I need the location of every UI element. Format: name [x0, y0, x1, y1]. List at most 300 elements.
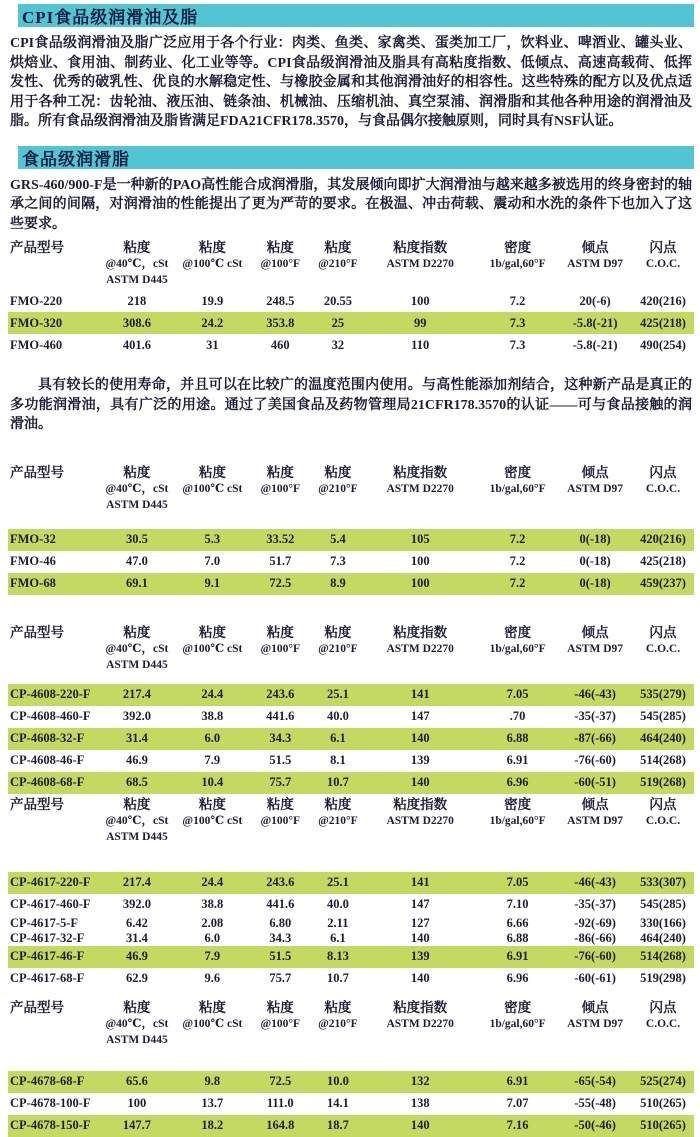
column-header-line: 倾点 [581, 796, 609, 812]
column-header-line: 密度 [504, 624, 532, 640]
column-header-line: 1b/gal,60°F [489, 1017, 546, 1030]
column-header-line: 产品型号 [10, 999, 64, 1015]
column-header-line [175, 272, 250, 288]
table-cell: 0(-18) [579, 532, 611, 546]
column-header-line [310, 272, 365, 288]
table-cell: 140 [410, 1118, 430, 1132]
table-cell: 441.6 [266, 897, 295, 911]
table-cell: 519(268) [640, 775, 686, 789]
table-cell: 545(285) [640, 709, 686, 723]
column-header-line: @100℃ cSt [182, 814, 243, 827]
section-title-bar-grease [18, 146, 694, 169]
column-header [310, 239, 365, 288]
column-header-line: @100℃ cSt [182, 482, 243, 495]
column-header-line: 闪点 [649, 240, 677, 255]
table-cell: 47.0 [125, 554, 148, 568]
column-header-line [310, 829, 365, 845]
column-header-line: 密度 [504, 999, 532, 1015]
table-cell: 243.6 [266, 687, 295, 701]
table-cell: 441.6 [266, 709, 295, 723]
column-header-line: 粘度 [123, 796, 151, 812]
column-header-line: C.O.C. [645, 482, 681, 495]
column-header-line [560, 657, 630, 673]
column-header-line: 倾点 [581, 624, 609, 640]
table-cell: 248.5 [266, 293, 295, 308]
column-header-line: ASTM D445 [106, 498, 168, 511]
table-cell: 7.10 [506, 897, 529, 911]
column-header-line: 闪点 [649, 464, 677, 480]
column-header-line: 粘度 [198, 796, 226, 812]
table-cell: 9.1 [204, 576, 221, 590]
column-header-line [310, 1032, 365, 1048]
table-cell: 31.4 [125, 731, 148, 745]
table-body [8, 684, 694, 794]
table-cell: 34.3 [269, 731, 292, 745]
column-header-line: 粘度指数 [393, 624, 448, 640]
table-cell: 99 [413, 315, 427, 330]
table-cell: 20(-6) [579, 293, 611, 308]
table-cell: 68.5 [125, 775, 148, 789]
table-cell: 75.7 [269, 775, 292, 789]
column-header-line [10, 481, 99, 497]
column-header [560, 796, 630, 845]
column-header-line: C.O.C. [645, 1017, 681, 1030]
table-cell: 2.11 [327, 915, 349, 930]
column-header-line: 粘度 [198, 240, 226, 255]
column-header-line: @210°F [318, 642, 358, 655]
table-cell: 459(237) [640, 576, 686, 590]
table-cell: 7.3 [509, 337, 526, 352]
table-cell: 139 [410, 753, 430, 767]
column-header-line [365, 1032, 475, 1048]
column-header-line: ASTM D97 [567, 642, 624, 655]
table-cell: 75.7 [269, 971, 292, 985]
table-cell: 138 [410, 1096, 430, 1110]
column-header [175, 464, 250, 513]
column-header-line: @100℃ cSt [182, 642, 243, 655]
column-header [475, 999, 560, 1048]
table-cell: -65(-54) [574, 1074, 616, 1088]
table-cell: 46.9 [125, 753, 148, 767]
table-cell: 425(218) [640, 315, 686, 330]
column-header-line [175, 1032, 250, 1048]
product-model: CP-4617-32-F [10, 930, 85, 945]
table-cell: 330(166) [640, 915, 686, 930]
column-header-line: 粘度 [266, 624, 294, 640]
table-cell: 217.4 [122, 687, 151, 701]
table-cell: 6.96 [506, 775, 529, 789]
table-cell: 6.80 [269, 915, 292, 930]
column-header-line: 密度 [504, 796, 532, 812]
table-cell: 0(-18) [579, 576, 611, 590]
product-model: CP-4617-220-F [10, 875, 91, 889]
table-row [8, 750, 694, 772]
table-cell: 140 [410, 775, 430, 789]
column-header-line: 倾点 [581, 240, 609, 255]
table-cell: 46.9 [125, 949, 148, 963]
table-header-row [8, 796, 694, 845]
table-body [8, 290, 694, 356]
table-cell: 6.88 [506, 731, 529, 745]
table-cell: 10.7 [326, 775, 349, 789]
table-cell: 147 [410, 709, 430, 723]
column-header-line: 产品型号 [10, 464, 64, 480]
column-header-line [475, 657, 560, 673]
table-cp-4617-series [8, 796, 694, 990]
table-cell: 0(-18) [579, 554, 611, 568]
column-header [310, 999, 365, 1048]
column-header-line [10, 497, 99, 513]
column-header [175, 999, 250, 1048]
table-cell: 514(268) [640, 753, 686, 767]
column-header-line: @210°F [318, 482, 358, 495]
mid-note-paragraph: 具有较长的使用寿命，并且可以在比较广的温度范围内使用。与高性能添加剂结合，这种新产品是真正的多功能润滑油，具有广泛的用途。通过了美国食品及药物管理局21CFR178.3570的认证——可与食品接触的润滑油。 [10, 378, 692, 432]
table-cell: 65.6 [125, 1074, 148, 1088]
column-header-line: 1b/gal,60°F [489, 258, 546, 270]
column-header-line: ASTM D445 [106, 274, 168, 286]
table-cell: 140 [410, 930, 430, 945]
column-header-line: 粘度 [266, 464, 294, 480]
table-cell: 100 [410, 554, 430, 568]
table-row [8, 728, 694, 750]
table-cell: 6.88 [506, 930, 529, 945]
column-header [365, 239, 475, 288]
product-model: CP-4678-100-F [10, 1096, 91, 1110]
table-cell: 6.91 [506, 753, 529, 767]
column-header-line [365, 657, 475, 673]
column-header-line: 产品型号 [10, 624, 64, 640]
product-model: FMO-320 [10, 315, 63, 330]
column-header-line: @100°F [260, 1017, 301, 1030]
table-cell: 25.1 [326, 875, 349, 889]
table-cell: .70 [509, 709, 526, 723]
product-model: CP-4608-460-F [10, 709, 91, 723]
table-row [8, 1071, 694, 1093]
column-header-line: @210°F [318, 1017, 358, 1030]
table-cell: 5.3 [204, 532, 221, 546]
table-cell: -50(-46) [574, 1118, 616, 1132]
column-header-line: @100°F [260, 814, 301, 827]
column-header [99, 464, 174, 513]
column-header [630, 624, 696, 673]
table-cell: 31 [206, 337, 219, 352]
table-cell: 10.7 [326, 971, 349, 985]
product-model: CP-4608-68-F [10, 775, 85, 789]
column-header-line: @210°F [318, 258, 358, 270]
column-header-line: 1b/gal,60°F [489, 642, 546, 655]
column-header-line: 倾点 [581, 464, 609, 480]
column-header-line: ASTM D97 [567, 258, 624, 270]
table-row [8, 772, 694, 794]
column-header-line [10, 813, 99, 829]
table-cell: 51.7 [269, 554, 292, 568]
table-cell: 13.7 [201, 1096, 224, 1110]
column-header-line [10, 272, 99, 288]
table-cell: 464(240) [640, 731, 686, 745]
table-cell: 8.9 [330, 576, 346, 590]
table-cell: 420(216) [640, 532, 686, 546]
table-cell: 24.4 [201, 687, 224, 701]
table-cell: 7.16 [506, 1118, 529, 1132]
table-cell: 8.13 [326, 949, 349, 963]
column-header-line: 1b/gal,60°F [489, 814, 546, 827]
table-cell: 147 [410, 897, 430, 911]
column-header-line: 1b/gal,60°F [489, 482, 546, 495]
column-header-line: 产品型号 [10, 796, 64, 812]
table-cell: 10.0 [326, 1074, 349, 1088]
column-header-line: 粘度 [324, 999, 352, 1015]
table-cell: 38.8 [201, 897, 224, 911]
table-row [8, 1115, 694, 1137]
table-cell: 401.6 [122, 337, 151, 352]
product-model: CP-4678-68-F [10, 1074, 85, 1088]
table-cell: 6.0 [204, 930, 221, 945]
column-header-line [310, 657, 365, 673]
column-header-line: ASTM D2270 [386, 642, 454, 655]
table-cell: 140 [410, 731, 430, 745]
table-row [8, 968, 694, 990]
table-cell: 7.9 [204, 949, 221, 963]
table-cell: 111.0 [266, 1096, 294, 1110]
column-header-line [475, 497, 560, 513]
table-cell: -60(-51) [574, 775, 616, 789]
table-cell: 218 [127, 293, 147, 308]
table-cell: -87(-66) [574, 731, 616, 745]
table-cell: -35(-37) [574, 897, 616, 911]
table-cell: 69.1 [125, 576, 148, 590]
grease-intro-paragraph: GRS-460/900-F是一种新的PAO高性能合成润滑脂，其发展倾向即扩大润滑油与越来越多被选用的终身密封的轴承之间的间隔，对润滑油的性能提出了更为严苛的要求。在极温、冲击荷载、震动和水洗的条件下也加入了这些要求。 [10, 177, 692, 232]
column-header [8, 239, 99, 288]
column-header [175, 796, 250, 845]
column-header [365, 464, 475, 513]
table-cell: 7.2 [509, 532, 526, 546]
table-row [8, 894, 694, 916]
column-header-line: 粘度 [123, 464, 151, 480]
table-cell: 6.91 [506, 1074, 529, 1088]
table-cell: 7.2 [509, 293, 526, 308]
column-header [365, 999, 475, 1048]
table-cell: 7.2 [509, 554, 526, 568]
column-header-line: ASTM D2270 [386, 482, 454, 495]
table-cell: 8.1 [330, 753, 346, 767]
oils-intro-paragraph: CPI食品级润滑油及脂广泛应用于各个行业：肉类、鱼类、家禽类、蛋类加工厂，饮料业、啤酒业、罐头业、烘焙业、食用油、制药业、化工业等等。CPI食品级润滑油及脂具有高粘度指数、低倾点、高速高载荷、低挥发性、优秀的破乳性、优良的水解稳定性、与橡胶金属和其他润滑油好的相容性。这些特殊的配方以及优点适用于各种工况：齿轮油、液压油、链条油、机械油、压缩机油、真空泵浦、润滑脂和其他各种用途的润滑油及脂。所有食品级润滑油及脂皆满足FDA21CFR178.3570，与食品偶尔接触原则，同时具有NSF认证。 [10, 36, 692, 129]
table-cell: 72.5 [269, 576, 292, 590]
column-header-line: ASTM D445 [106, 830, 168, 843]
column-header-line [250, 272, 310, 288]
column-header [175, 624, 250, 673]
column-header-line [560, 1032, 630, 1048]
table-cell: 243.6 [266, 875, 295, 889]
column-header-line: 密度 [504, 464, 532, 480]
column-header [99, 999, 174, 1048]
column-header-line [630, 272, 696, 288]
column-header-line: C.O.C. [645, 814, 681, 827]
column-header [365, 796, 475, 845]
column-header-line: @40℃，cSt [105, 642, 169, 655]
column-header-line [10, 256, 99, 272]
table-cell: 141 [410, 687, 430, 701]
table-cell: 20.55 [323, 293, 352, 308]
column-header-line: @40℃，cSt [105, 258, 169, 270]
column-header [99, 796, 174, 845]
product-model: FMO-32 [10, 532, 56, 546]
column-header [630, 796, 696, 845]
column-header-line: 粘度 [198, 624, 226, 640]
product-model: CP-4678-150-F [10, 1118, 91, 1132]
column-header-line: 粘度指数 [393, 240, 448, 255]
section-title-bar-oils [18, 4, 694, 27]
column-header-line: @100℃ cSt [182, 1017, 243, 1030]
column-header-line [175, 829, 250, 845]
table-cell: 7.2 [509, 576, 526, 590]
table-cell: 6.1 [330, 930, 346, 945]
column-header-line: 粘度 [123, 624, 151, 640]
column-header [475, 624, 560, 673]
column-header-line [630, 657, 696, 673]
column-header-line: 粘度指数 [393, 999, 448, 1015]
table-cell: -5.8(-21) [572, 315, 618, 330]
product-model: CP-4608-220-F [10, 687, 91, 701]
table-cell: 62.9 [125, 971, 148, 985]
column-header [250, 999, 310, 1048]
table-body [8, 872, 694, 990]
table-cell: -92(-69) [574, 915, 616, 930]
table-header-row [8, 239, 694, 288]
table-cp-4678-series [8, 999, 694, 1137]
table-cell: 510(265) [640, 1118, 686, 1132]
product-model: FMO-460 [10, 337, 63, 352]
column-header-line [250, 657, 310, 673]
table-cell: 533(307) [640, 875, 686, 889]
column-header-line: ASTM D97 [567, 814, 624, 827]
table-row [8, 290, 694, 312]
column-header-line: @210°F [318, 814, 358, 827]
column-header-line: 闪点 [649, 624, 677, 640]
table-cell: 40.0 [326, 709, 349, 723]
column-header-line: 粘度指数 [393, 464, 448, 480]
column-header [475, 796, 560, 845]
column-header-line [10, 1016, 99, 1032]
column-header [8, 999, 99, 1048]
table-cell: 6.96 [506, 971, 529, 985]
column-header-line: 倾点 [581, 999, 609, 1015]
column-header-line: 密度 [504, 240, 532, 255]
table-row [8, 872, 694, 894]
table-header-row [8, 624, 694, 673]
table-header-row [8, 999, 694, 1048]
table-cell: 40.0 [326, 897, 349, 911]
table-cell: 425(218) [640, 554, 686, 568]
column-header [630, 999, 696, 1048]
product-model: FMO-220 [10, 293, 63, 308]
column-header-line: ASTM D445 [106, 1033, 168, 1046]
column-header-line [365, 272, 475, 288]
column-header-line [250, 1032, 310, 1048]
column-header-line: @100℃ cSt [182, 258, 243, 270]
table-cell: 519(298) [640, 971, 686, 985]
column-header [310, 796, 365, 845]
column-header [630, 239, 696, 288]
table-row [8, 916, 694, 931]
table-cell: 164.8 [266, 1118, 295, 1132]
table-cell: 6.0 [204, 731, 221, 745]
table-cell: 464(240) [640, 930, 686, 945]
table-header-row [8, 464, 694, 513]
column-header-line [475, 829, 560, 845]
table-cell: -60(-61) [574, 971, 616, 985]
table-cell: 100 [127, 1096, 147, 1110]
column-header-line: 粘度 [198, 999, 226, 1015]
column-header-line: @100°F [260, 258, 301, 270]
section-title-grease: 食品级润滑脂 [22, 149, 130, 169]
column-header-line: ASTM D97 [567, 1017, 624, 1030]
table-cell: 510(265) [640, 1096, 686, 1110]
column-header [8, 624, 99, 673]
table-cell: 100 [410, 576, 430, 590]
product-model: CP-4617-68-F [10, 971, 85, 985]
column-header [310, 624, 365, 673]
table-row [8, 931, 694, 946]
table-cell: -46(-43) [574, 875, 616, 889]
product-model: CP-4608-46-F [10, 753, 85, 767]
table-cell: 25.1 [326, 687, 349, 701]
table-cell: 7.0 [204, 554, 221, 568]
column-header [560, 624, 630, 673]
table-cell: 140 [410, 971, 430, 985]
column-header-line [475, 272, 560, 288]
column-header-line: C.O.C. [645, 642, 681, 655]
column-header [310, 464, 365, 513]
table-cell: 132 [410, 1074, 430, 1088]
column-header-line: 粘度 [266, 240, 294, 255]
table-row [8, 946, 694, 968]
table-body [8, 529, 694, 595]
column-header-line: 产品型号 [10, 240, 64, 255]
table-cell: 420(216) [640, 293, 686, 308]
table-cell: -86(-66) [574, 930, 616, 945]
column-header-line: @100°F [260, 482, 301, 495]
column-header [8, 464, 99, 513]
table-cell: 6.91 [506, 949, 529, 963]
column-header-line: 粘度 [123, 999, 151, 1015]
table-cell: 535(279) [640, 687, 686, 701]
table-cell: 545(285) [640, 897, 686, 911]
column-header-line: @40℃，cSt [105, 1017, 169, 1030]
column-header [475, 464, 560, 513]
table-cell: -76(-60) [574, 753, 616, 767]
table-cell: 100 [410, 293, 430, 308]
column-header-line [10, 641, 99, 657]
table-cell: 392.0 [122, 897, 151, 911]
table-cp-4608-series [8, 624, 694, 794]
column-header [365, 624, 475, 673]
column-header [475, 239, 560, 288]
table-cell: 5.4 [330, 532, 346, 546]
table-cell: 308.6 [122, 315, 151, 330]
table-cell: 24.2 [201, 315, 224, 330]
column-header-line: @40℃，cSt [105, 814, 169, 827]
table-cell: -35(-37) [574, 709, 616, 723]
table-row [8, 529, 694, 551]
column-header-line: 粘度 [324, 464, 352, 480]
column-header [250, 464, 310, 513]
table-cell: 6.66 [506, 915, 529, 930]
table-cell: 9.6 [204, 971, 221, 985]
column-header-line: ASTM D2270 [386, 1017, 454, 1030]
table-fmo-heavy-oils [8, 239, 694, 356]
product-model: FMO-46 [10, 554, 56, 568]
table-row [8, 573, 694, 595]
